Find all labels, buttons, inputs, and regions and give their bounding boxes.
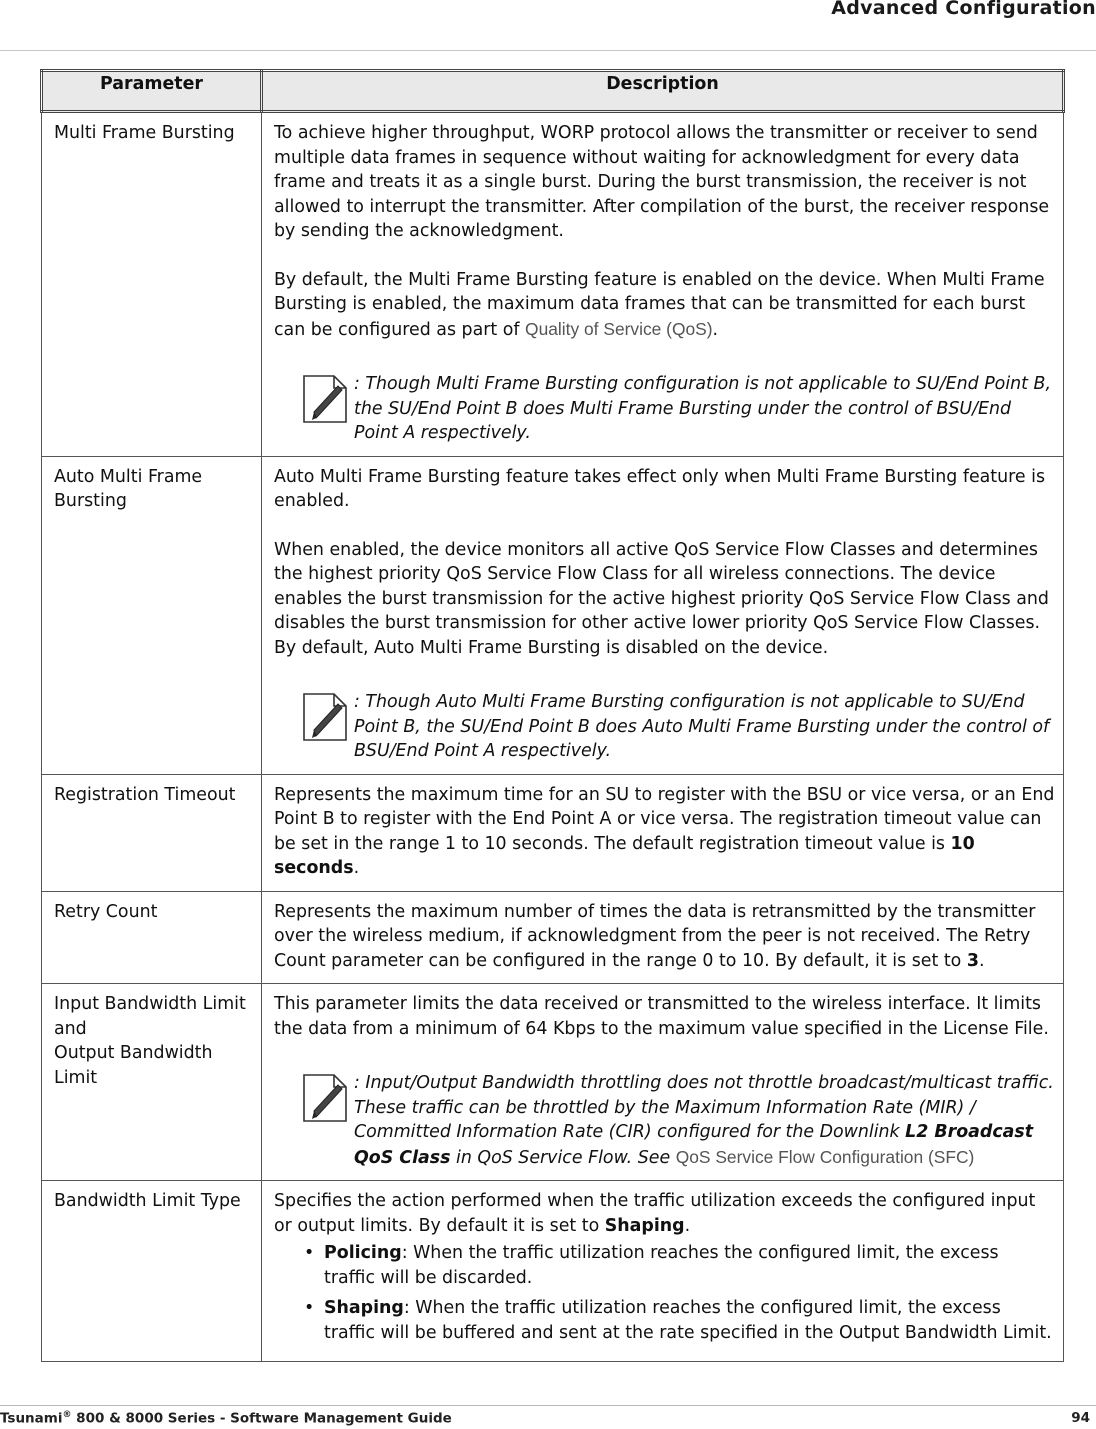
description-text: . [353, 858, 360, 878]
param-line: and [54, 1018, 87, 1039]
list-item [274, 1296, 1055, 1345]
table-row [42, 112, 1064, 457]
option-list [274, 1241, 1055, 1345]
description-cell [262, 112, 1064, 457]
description-paragraph: This parameter limits the data received or transmitted to the wireless interface. It limits the data from a minimum of 64 Kbps to the maximum value specified in the License File. [274, 994, 1049, 1039]
description-text: Represents the maximum number of times the data is retransmitted by the transmitter over the wireless medium, if acknowledgment from the peer is not received. The Retry Count parameter can be configured in the range 0 to 10. By default, it is set to [274, 901, 1036, 971]
bullet-glyph: • [304, 1298, 315, 1318]
description-text: . [712, 319, 719, 340]
table-header-row [42, 71, 1064, 112]
param-line: Output Bandwidth Limit [54, 1043, 213, 1088]
sfc-link[interactable]: QoS Service Flow Configuration (SFC) [675, 1146, 975, 1167]
description-cell [262, 1181, 1064, 1362]
note-pencil-icon [300, 690, 350, 742]
description-text: . [684, 1215, 691, 1236]
default-value: 10 seconds [274, 833, 975, 878]
description-paragraph [274, 1189, 1055, 1238]
description-cell [262, 774, 1064, 891]
footer-product: Tsunami [0, 1410, 63, 1427]
registered-mark: ® [62, 1410, 72, 1420]
footer-guide-name: 800 & 8000 Series - Software Management Guide [71, 1410, 452, 1427]
description-cell [262, 891, 1064, 984]
footer-divider [0, 1405, 1096, 1406]
note-text-part: in QoS Service Flow. See [450, 1147, 676, 1168]
table-row [42, 891, 1064, 984]
default-value: 3 [966, 950, 979, 971]
description-paragraph: When enabled, the device monitors all active QoS Service Flow Classes and determines the highest priority QoS Service Flow Class for all wireless connections. The device enables the burst transmission for the active highest priority QoS Service Flow Class and disables the burst transmission for other active lower priority QoS Service Flow Classes. By default, Auto Multi Frame Bursting is disabled on the device. [274, 539, 1049, 658]
table-row [42, 456, 1064, 774]
parameter-table [40, 69, 1065, 1362]
description-paragraph: Auto Multi Frame Bursting feature takes effect only when Multi Frame Bursting feature is enabled. [274, 466, 1046, 511]
column-header-description: Description [262, 71, 1064, 112]
param-cell: Retry Count [42, 891, 262, 984]
table-row [42, 774, 1064, 891]
param-cell: Registration Timeout [42, 774, 262, 891]
description-paragraph: To achieve higher throughput, WORP protocol allows the transmitter or receiver to send multiple data frames in sequence without waiting for acknowledgment for every data frame and treats it as a single burst. During the burst transmission, the receiver is not allowed to interrupt the transmitter. After compilation of the burst, the receiver response by sending the acknowledgment. [274, 123, 1050, 241]
param-cell: Auto Multi Frame Bursting [42, 456, 262, 774]
column-header-parameter: Parameter [42, 71, 262, 112]
note-pencil-icon [300, 372, 350, 424]
table-row [42, 1181, 1064, 1362]
option-term: Shaping [324, 1298, 404, 1318]
description-text: Specifies the action performed when the traffic utilization exceeds the configured input or output limits. By default it is set to [274, 1191, 1036, 1236]
description-cell [262, 984, 1064, 1181]
footer-doc-title [0, 1410, 452, 1427]
description-cell [262, 456, 1064, 774]
option-term: Policing [324, 1243, 402, 1263]
page-number: 94 [1071, 1410, 1090, 1426]
header-divider [0, 50, 1096, 51]
option-text: : When the traffic utilization reaches the configured limit, the excess traffic will be buffered and sent at the rate specified in the Output Bandwidth Limit. [324, 1298, 1052, 1343]
param-cell: Bandwidth Limit Type [42, 1181, 262, 1362]
note-text: : Though Auto Multi Frame Bursting configuration is not applicable to SU/End Point B, the SU/End Point B does Auto Multi Frame Bursting under the control of BSU/End Point A respectively. [354, 692, 1050, 761]
note-text: : Though Multi Frame Bursting configuration is not applicable to SU/End Point B, the SU/End Point B does Multi Frame Bursting under the control of BSU/End Point A respectively. [354, 374, 1051, 443]
description-text: Represents the maximum time for an SU to register with the BSU or vice versa, or an End Point B to register with the End Point A or vice versa. The registration timeout value can be set in the range 1 to 10 seconds. The default registration timeout value is [274, 784, 1055, 854]
bullet-glyph: • [304, 1243, 315, 1263]
description-text: . [978, 950, 985, 971]
description-text: By default, the Multi Frame Bursting feature is enabled on the device. When Multi Frame Bursting is enabled, the maximum data frames that can be transmitted for each burst can be configured as part of [274, 269, 1045, 340]
description-paragraph [274, 783, 1055, 881]
note-text [354, 1071, 1055, 1170]
description-paragraph [274, 268, 1055, 343]
list-item [274, 1241, 1055, 1290]
note-text-part: : Input/Output Bandwidth throttling does not throttle broadcast/multicast traffic. These traffic can be throttled by the Maximum Information Rate (MIR) / Committed Information Rate (CIR) configured for the Downlink [354, 1073, 1054, 1142]
description-paragraph [274, 900, 1055, 974]
note-block [274, 1071, 1055, 1170]
note-block [274, 372, 1055, 446]
note-bold-term: L2 Broadcast QoS Class [354, 1122, 1034, 1168]
page-header-title: Advanced Configuration [831, 0, 1096, 19]
table-row [42, 984, 1064, 1181]
note-block [274, 690, 1055, 764]
param-cell: Multi Frame Bursting [42, 112, 262, 457]
option-text: : When the traffic utilization reaches the configured limit, the excess traffic will be discarded. [324, 1243, 999, 1288]
qos-link[interactable]: Quality of Service (QoS) [525, 318, 713, 339]
param-cell [42, 984, 262, 1181]
param-line: Input Bandwidth Limit [54, 994, 246, 1014]
note-pencil-icon [300, 1071, 350, 1123]
default-value: Shaping [604, 1215, 685, 1236]
